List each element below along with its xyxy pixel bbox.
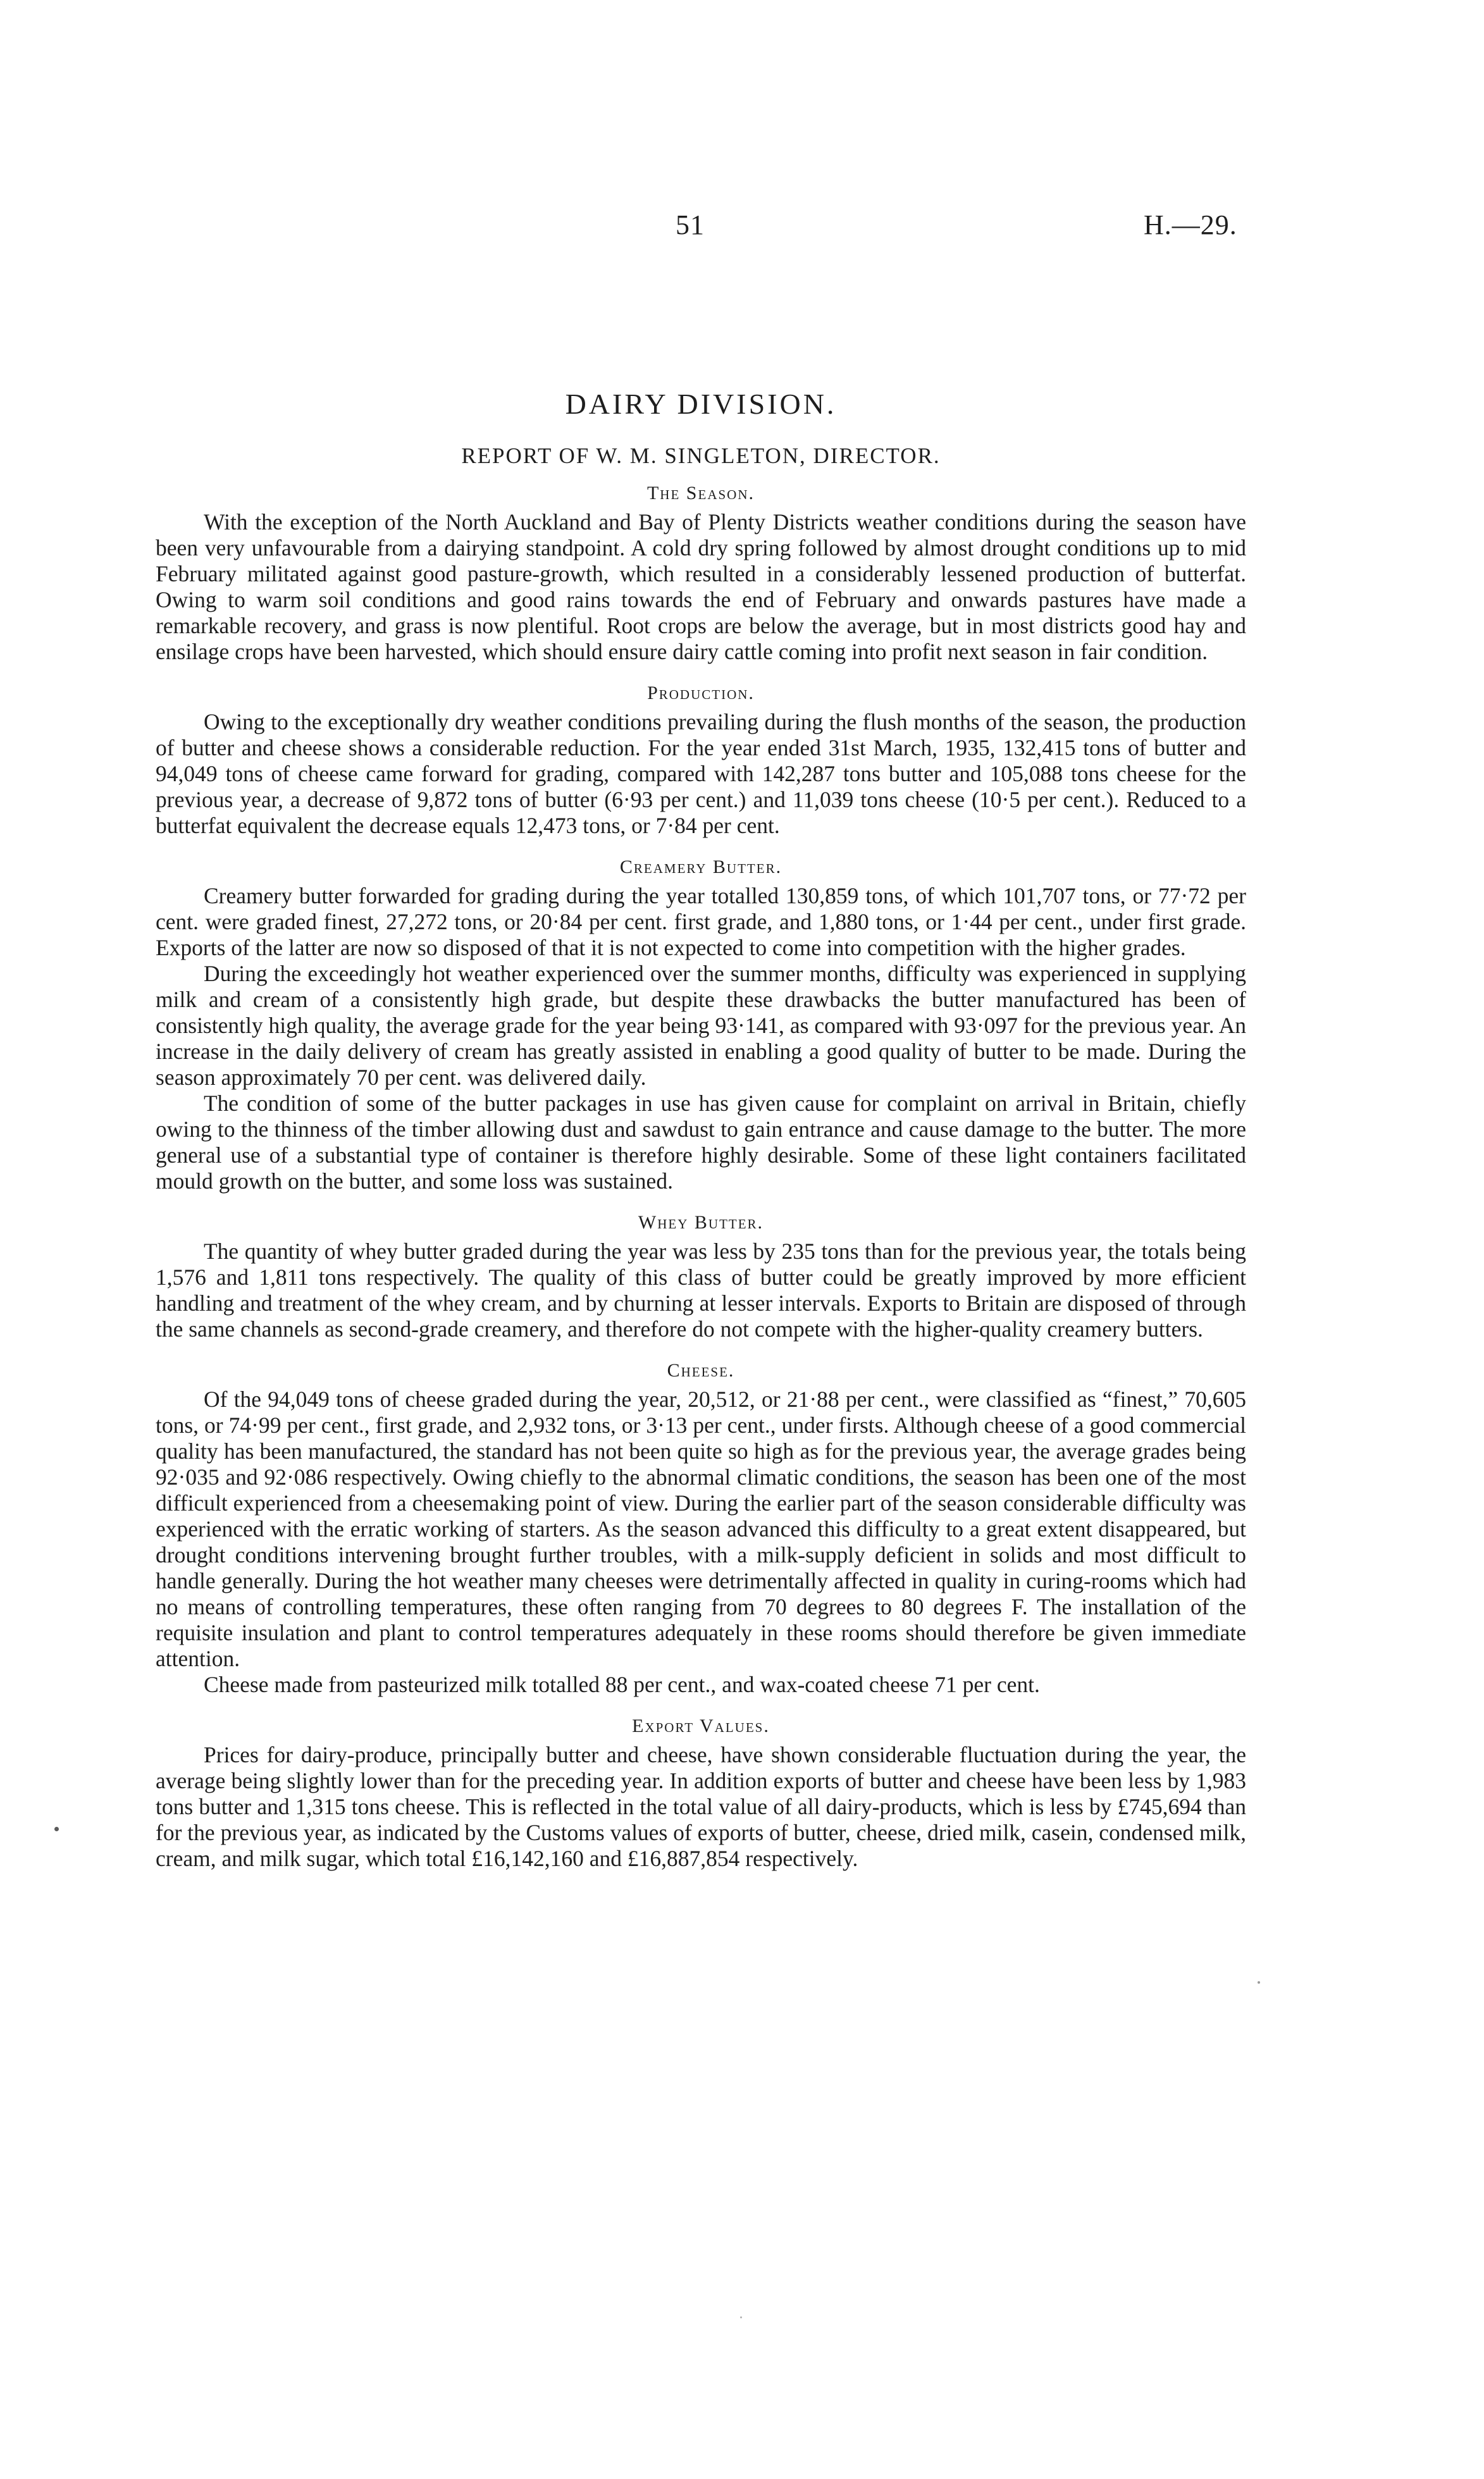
document-reference: H.—29. [1144, 209, 1237, 240]
paragraph: Cheese made from pasteurized milk totalled 88 per cent., and wax-coated cheese 71 per cent. [204, 1672, 1040, 1697]
section-heading-export-values: Export Values. [632, 1716, 770, 1736]
section-production [156, 683, 1246, 839]
section-creamery-butter [156, 856, 1246, 1194]
section-heading-production: Production. [647, 683, 755, 703]
page-number: 51 [676, 209, 705, 240]
section-cheese [156, 1360, 1246, 1698]
division-title: DAIRY DIVISION. [565, 388, 837, 420]
paragraph: During the exceedingly hot weather experienced over the summer months, difficulty was experienced in supplying milk and cream of a consistently high grade, but despite these drawbacks the butter manufactured has been of consistently high quality, the average grade for the year being 93·141, as compared with 93·097 for the previous year. An increase in the daily delivery of cream has greatly assisted in enabling a good quality of butter to be made. During the season approximately 70 per cent. was delivered daily. [156, 961, 1246, 1090]
section-heading-whey-butter: Whey Butter. [638, 1212, 764, 1233]
scan-speck [1258, 1981, 1260, 1984]
section-heading-season: The Season. [646, 483, 755, 504]
scan-speck [740, 2316, 742, 2318]
scan-speck [54, 1827, 59, 1831]
section-whey-butter [156, 1212, 1246, 1342]
paragraph: With the exception of the North Auckland and Bay of Plenty Districts weather conditions during the season have been very unfavourable from a dairying standpoint. A cold dry spring followed by almost drought conditions up to mid February militated against good pasture-growth, which resulted in a considerably lessened production of butterfat. Owing to warm soil conditions and good rains towards the end of February and onwards pastures have made a remarkable recovery, and grass is now plentiful. Root crops are below the average, but in most districts good hay and ensilage crops have been harvested, which should ensure dairy cattle coming into profit next season in fair condition. [156, 509, 1246, 664]
paragraph: Creamery butter forwarded for grading during the year totalled 130,859 tons, of which 101,707 tons, or 77·72 per cent. were graded finest, 27,272 tons, or 20·84 per cent. first grade, and 1,880 tons, or 1·44 per cent., under first grade. Exports of the latter are now so disposed of that it is not expected to come into competition with the higher grades. [156, 883, 1246, 960]
section-heading-cheese: Cheese. [667, 1360, 735, 1381]
section-export-values [156, 1716, 1246, 1872]
paragraph: Of the 94,049 tons of cheese graded during the year, 20,512, or 21·88 per cent., were classified as “finest,” 70,605 tons, or 74·99 per cent., first grade, and 2,932 tons, or 3·13 per cent., under firsts. Although cheese of a good commercial quality has been manufactured, the standard has not been quite so high as for the previous year, the average grades being 92·035 and 92·086 respectively. Owing chiefly to the abnormal climatic conditions, the season has been one of the most difficult experienced from a cheesemaking point of view. During the earlier part of the season considerable difficulty was experienced with the erratic working of starters. As the season advanced this difficulty to a great extent disappeared, but drought conditions intervening brought further troubles, with a milk-supply deficient in solids and most difficult to handle generally. During the hot weather many cheeses were detrimentally affected in quality in curing-rooms which had no means of controlling temperatures, these often ranging from 70 degrees to 80 degrees F. The installation of the requisite insulation and plant to control temperatures adequately in these rooms should therefore be given immediate attention. [156, 1387, 1246, 1671]
paragraph: Owing to the exceptionally dry weather conditions prevailing during the flush months of the season, the production of butter and cheese shows a considerable reduction. For the year ended 31st March, 1935, 132,415 tons of butter and 94,049 tons of cheese came forward for grading, compared with 142,287 tons butter and 105,088 tons cheese for the previous year, a decrease of 9,872 tons of butter (6·93 per cent.) and 11,039 tons cheese (10·5 per cent.). Reduced to a butterfat equivalent the decrease equals 12,473 tons, or 7·84 per cent. [156, 709, 1246, 838]
report-subtitle: REPORT OF W. M. SINGLETON, DIRECTOR. [461, 443, 941, 468]
report-body [156, 387, 1246, 1872]
paragraph: Prices for dairy-produce, principally butter and cheese, have shown considerable fluctuation during the year, the average being slightly lower than for the preceding year. In addition exports of butter and cheese have been less by 1,983 tons butter and 1,315 tons cheese. This is reflected in the total value of all dairy-products, which is less by £745,694 than for the previous year, as indicated by the Customs values of exports of butter, cheese, dried milk, casein, condensed milk, cream, and milk sugar, which total £16,142,160 and £16,887,854 respectively. [156, 1742, 1246, 1871]
paragraph: The condition of some of the butter packages in use has given cause for complaint on arrival in Britain, chiefly owing to the thinness of the timber allowing dust and sawdust to gain entrance and cause damage to the butter. The more general use of a substantial type of container is therefore highly desirable. Some of these light containers facilitated mould growth on the butter, and some loss was sustained. [156, 1091, 1246, 1194]
section-heading-creamery-butter: Creamery Butter. [619, 856, 782, 877]
section-season [156, 483, 1246, 665]
paragraph: The quantity of whey butter graded during the year was less by 235 tons than for the previous year, the totals being 1,576 and 1,811 tons respectively. The quality of this class of butter could be greatly improved by more efficient handling and treatment of the whey cream, and by churning at lesser intervals. Exports to Britain are disposed of through the same channels as second-grade creamery, and therefore do not compete with the higher-quality creamery butters. [156, 1239, 1246, 1342]
